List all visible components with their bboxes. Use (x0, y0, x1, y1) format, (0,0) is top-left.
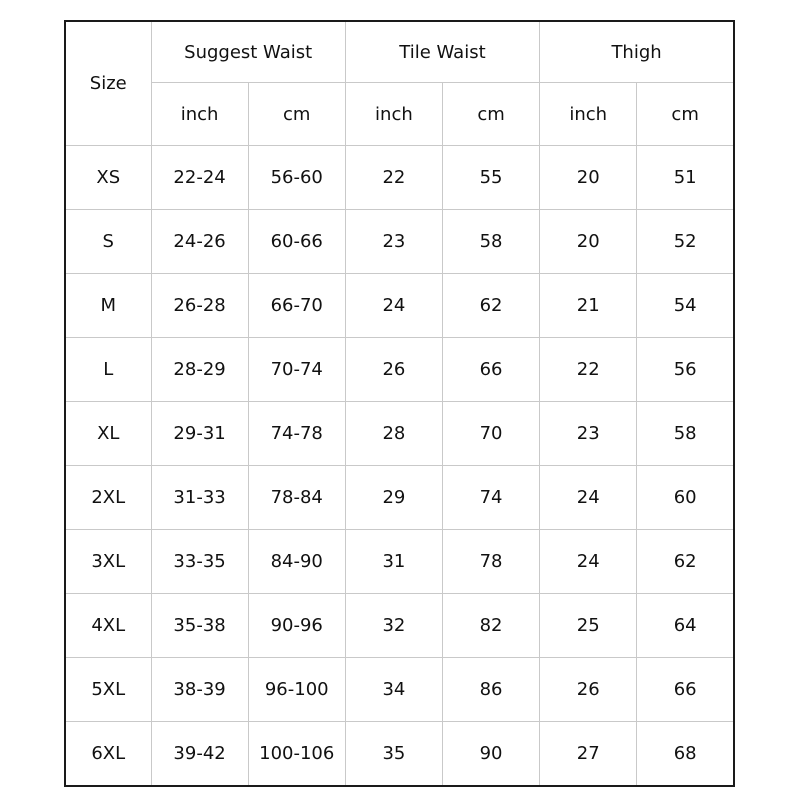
measurement-cell: 68 (637, 722, 734, 787)
measurement-cell: 24-26 (151, 210, 248, 274)
measurement-cell: 29 (345, 466, 442, 530)
measurement-cell: 78-84 (248, 466, 345, 530)
measurement-cell: 66 (442, 338, 539, 402)
measurement-cell: 62 (442, 274, 539, 338)
measurement-cell: 60-66 (248, 210, 345, 274)
header-row-units (65, 83, 734, 146)
measurement-cell: 20 (540, 146, 637, 210)
measurement-cell: 58 (637, 402, 734, 466)
measurement-cell: 70-74 (248, 338, 345, 402)
table-row (65, 210, 734, 274)
measurement-cell: 62 (637, 530, 734, 594)
measurement-cell: 96-100 (248, 658, 345, 722)
measurement-cell: 34 (345, 658, 442, 722)
size-label: 5XL (65, 658, 151, 722)
measurement-cell: 33-35 (151, 530, 248, 594)
table-header (65, 21, 734, 146)
measurement-cell: 22 (540, 338, 637, 402)
measurement-cell: 70 (442, 402, 539, 466)
size-label: M (65, 274, 151, 338)
measurement-cell: 56 (637, 338, 734, 402)
measurement-cell: 86 (442, 658, 539, 722)
size-label: 3XL (65, 530, 151, 594)
size-label: 2XL (65, 466, 151, 530)
suggest-waist-inch-header: inch (151, 83, 248, 146)
tile-waist-cm-header: cm (442, 83, 539, 146)
header-row-groups (65, 21, 734, 83)
size-label: XL (65, 402, 151, 466)
measurement-cell: 26 (540, 658, 637, 722)
table-row (65, 594, 734, 658)
measurement-cell: 74 (442, 466, 539, 530)
measurement-cell: 38-39 (151, 658, 248, 722)
measurement-cell: 54 (637, 274, 734, 338)
measurement-cell: 66 (637, 658, 734, 722)
measurement-cell: 28 (345, 402, 442, 466)
measurement-cell: 52 (637, 210, 734, 274)
measurement-cell: 35-38 (151, 594, 248, 658)
measurement-cell: 25 (540, 594, 637, 658)
thigh-header: Thigh (540, 21, 734, 83)
measurement-cell: 58 (442, 210, 539, 274)
table-row (65, 530, 734, 594)
measurement-cell: 51 (637, 146, 734, 210)
measurement-cell: 55 (442, 146, 539, 210)
thigh-cm-header: cm (637, 83, 734, 146)
size-label: XS (65, 146, 151, 210)
measurement-cell: 24 (345, 274, 442, 338)
measurement-cell: 56-60 (248, 146, 345, 210)
measurement-cell: 22 (345, 146, 442, 210)
measurement-cell: 21 (540, 274, 637, 338)
measurement-cell: 78 (442, 530, 539, 594)
size-label: L (65, 338, 151, 402)
size-label: S (65, 210, 151, 274)
table-body (65, 146, 734, 787)
size-label: 4XL (65, 594, 151, 658)
measurement-cell: 29-31 (151, 402, 248, 466)
measurement-cell: 31 (345, 530, 442, 594)
measurement-cell: 39-42 (151, 722, 248, 787)
measurement-cell: 26-28 (151, 274, 248, 338)
measurement-cell: 28-29 (151, 338, 248, 402)
measurement-cell: 90-96 (248, 594, 345, 658)
measurement-cell: 82 (442, 594, 539, 658)
table-row (65, 722, 734, 787)
measurement-cell: 31-33 (151, 466, 248, 530)
measurement-cell: 27 (540, 722, 637, 787)
measurement-cell: 24 (540, 466, 637, 530)
measurement-cell: 24 (540, 530, 637, 594)
size-column-header: Size (65, 21, 151, 146)
measurement-cell: 35 (345, 722, 442, 787)
tile-waist-header: Tile Waist (345, 21, 539, 83)
measurement-cell: 66-70 (248, 274, 345, 338)
measurement-cell: 64 (637, 594, 734, 658)
measurement-cell: 22-24 (151, 146, 248, 210)
thigh-inch-header: inch (540, 83, 637, 146)
table-row (65, 658, 734, 722)
measurement-cell: 100-106 (248, 722, 345, 787)
table-row (65, 466, 734, 530)
size-label: 6XL (65, 722, 151, 787)
table-row (65, 274, 734, 338)
measurement-cell: 90 (442, 722, 539, 787)
measurement-cell: 26 (345, 338, 442, 402)
size-chart-table (64, 20, 735, 787)
tile-waist-inch-header: inch (345, 83, 442, 146)
measurement-cell: 84-90 (248, 530, 345, 594)
measurement-cell: 74-78 (248, 402, 345, 466)
measurement-cell: 32 (345, 594, 442, 658)
table-row (65, 146, 734, 210)
measurement-cell: 60 (637, 466, 734, 530)
suggest-waist-header: Suggest Waist (151, 21, 345, 83)
measurement-cell: 23 (540, 402, 637, 466)
measurement-cell: 20 (540, 210, 637, 274)
suggest-waist-cm-header: cm (248, 83, 345, 146)
table-row (65, 338, 734, 402)
table-row (65, 402, 734, 466)
measurement-cell: 23 (345, 210, 442, 274)
